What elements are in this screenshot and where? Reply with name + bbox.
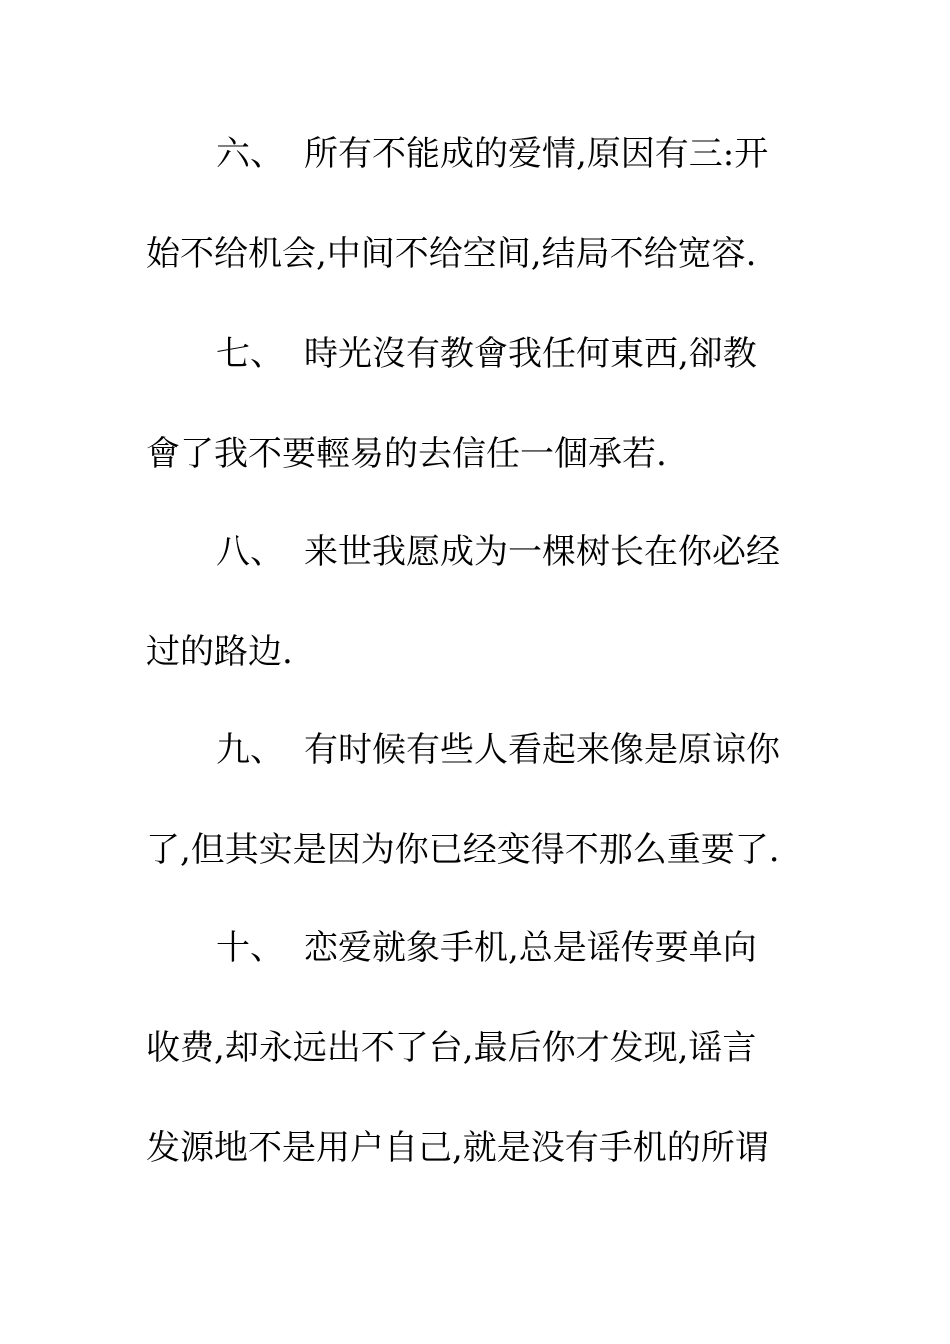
paragraph-number: 六、 <box>216 134 284 174</box>
paragraph-9-continuation-line: 了,但其实是因为你已经变得不那么重要了. <box>146 830 780 870</box>
paragraph-10-continuation-line: 发源地不是用户自己,就是没有手机的所谓 <box>146 1128 769 1168</box>
paragraph-7-continuation-line: 會了我不要輕易的去信任一個承若. <box>146 434 667 474</box>
paragraph-8-first-line <box>216 532 896 572</box>
paragraph-text: 時光沒有教會我任何東西,卻教 <box>304 334 757 374</box>
paragraph-number: 八、 <box>216 532 284 572</box>
paragraph-number: 九、 <box>216 730 284 770</box>
paragraph-7-first-line <box>216 334 896 374</box>
paragraph-text: 有时候有些人看起来像是原谅你 <box>304 730 780 770</box>
paragraph-number: 七、 <box>216 334 284 374</box>
paragraph-number: 十、 <box>216 928 284 968</box>
paragraph-6-first-line <box>216 134 896 174</box>
paragraph-6-continuation-line: 始不给机会,中间不给空间,结局不给宽容. <box>146 234 757 274</box>
paragraph-9-first-line <box>216 730 896 770</box>
paragraph-text: 来世我愿成为一棵树长在你必经 <box>304 532 780 572</box>
paragraph-10-first-line <box>216 928 896 968</box>
paragraph-10-continuation-line: 收费,却永远出不了台,最后你才发现,谣言 <box>146 1028 757 1068</box>
paragraph-text: 所有不能成的爱情,原因有三:开 <box>304 134 769 174</box>
paragraph-text: 恋爱就象手机,总是谣传要单向 <box>304 928 757 968</box>
paragraph-8-continuation-line: 过的路边. <box>146 632 293 672</box>
